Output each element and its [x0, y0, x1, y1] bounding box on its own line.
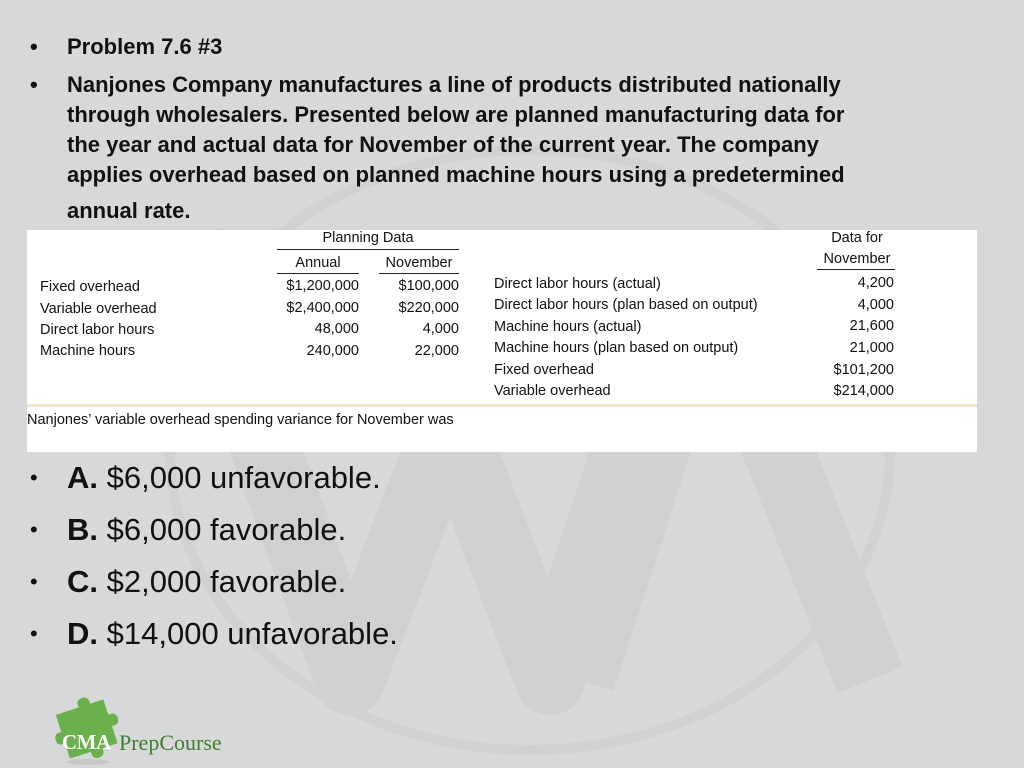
answer-text: $6,000 favorable. [106, 512, 347, 547]
actual-row-value: 21,000 [849, 340, 894, 356]
actual-row-label: Fixed overhead [494, 362, 594, 378]
slide-text [30, 30, 990, 226]
question-text: Nanjones’ variable overhead spending variance for November was [27, 412, 454, 428]
header-underline [277, 273, 359, 274]
answer-letter: B. [67, 512, 98, 547]
planning-row-label: Variable overhead [40, 301, 157, 317]
data-for-november-header-2: November [823, 251, 891, 267]
answer-text: $14,000 unfavorable. [106, 616, 398, 651]
description-line: annual rate. [67, 198, 191, 223]
bullet: • [30, 569, 38, 594]
problem-title [30, 32, 990, 62]
problem-title-text: Problem 7.6 #3 [67, 34, 223, 59]
planning-annual-value: $1,200,000 [286, 278, 359, 294]
actual-row-value: 4,000 [857, 297, 894, 313]
bullet: • [30, 34, 38, 59]
answer-text: $2,000 favorable. [106, 564, 347, 599]
annual-header: Annual [295, 255, 341, 271]
planning-november-value: 22,000 [414, 343, 459, 359]
header-underline [277, 249, 459, 250]
answer-option-b[interactable] [30, 504, 930, 556]
actual-row-value: 4,200 [857, 275, 894, 291]
actual-row-label: Variable overhead [494, 383, 611, 399]
bullet: • [30, 72, 38, 97]
bullet: • [30, 465, 38, 490]
description-line: the year and actual data for November of the current year. The company [67, 132, 819, 157]
description-line: applies overhead based on planned machine hours using a predetermined [67, 162, 845, 187]
header-underline [817, 269, 895, 270]
answer-text: $6,000 unfavorable. [106, 460, 381, 495]
planning-row-label: Machine hours [40, 343, 136, 359]
actual-row-label: Direct labor hours (plan based on output) [494, 297, 758, 313]
data-for-november-header: Data for [831, 230, 883, 246]
description-line: Nanjones Company manufactures a line of products distributed nationally [67, 72, 841, 97]
planning-annual-value: 240,000 [306, 343, 359, 359]
planning-row-label: Fixed overhead [40, 279, 140, 295]
actual-row-label: Machine hours (actual) [494, 319, 642, 335]
answer-option-d[interactable] [30, 608, 930, 660]
answer-letter: D. [67, 616, 98, 651]
actual-row-label: Direct labor hours (actual) [494, 276, 661, 292]
divider [27, 404, 977, 407]
planning-annual-value: $2,400,000 [286, 300, 359, 316]
actual-row-value: $101,200 [833, 362, 894, 378]
logo-prepcourse-text: PrepCourse [119, 730, 222, 755]
logo-cma-text: CMA [62, 730, 111, 754]
actual-row-value: $214,000 [833, 383, 894, 399]
planning-november-value: 4,000 [422, 321, 459, 337]
data-table-panel [27, 230, 977, 452]
planning-row-label: Direct labor hours [40, 322, 155, 338]
problem-description [30, 70, 967, 226]
planning-data-header: Planning Data [322, 230, 414, 246]
planning-november-value: $220,000 [398, 300, 459, 316]
actual-row-label: Machine hours (plan based on output) [494, 340, 739, 356]
answer-letter: A. [67, 460, 98, 495]
actual-row-value: 21,600 [849, 318, 894, 334]
answer-option-c[interactable] [30, 556, 930, 608]
answer-letter: C. [67, 564, 98, 599]
header-underline [379, 273, 459, 274]
answer-option-a[interactable] [30, 452, 930, 504]
planning-november-value: $100,000 [398, 278, 459, 294]
bullet: • [30, 517, 38, 542]
description-line: through wholesalers. Presented below are planned manufacturing data for [67, 102, 845, 127]
november-header: November [385, 255, 453, 271]
planning-annual-value: 48,000 [314, 321, 359, 337]
cma-prepcourse-logo [52, 696, 252, 766]
answer-options [30, 452, 930, 660]
bullet: • [30, 621, 38, 646]
